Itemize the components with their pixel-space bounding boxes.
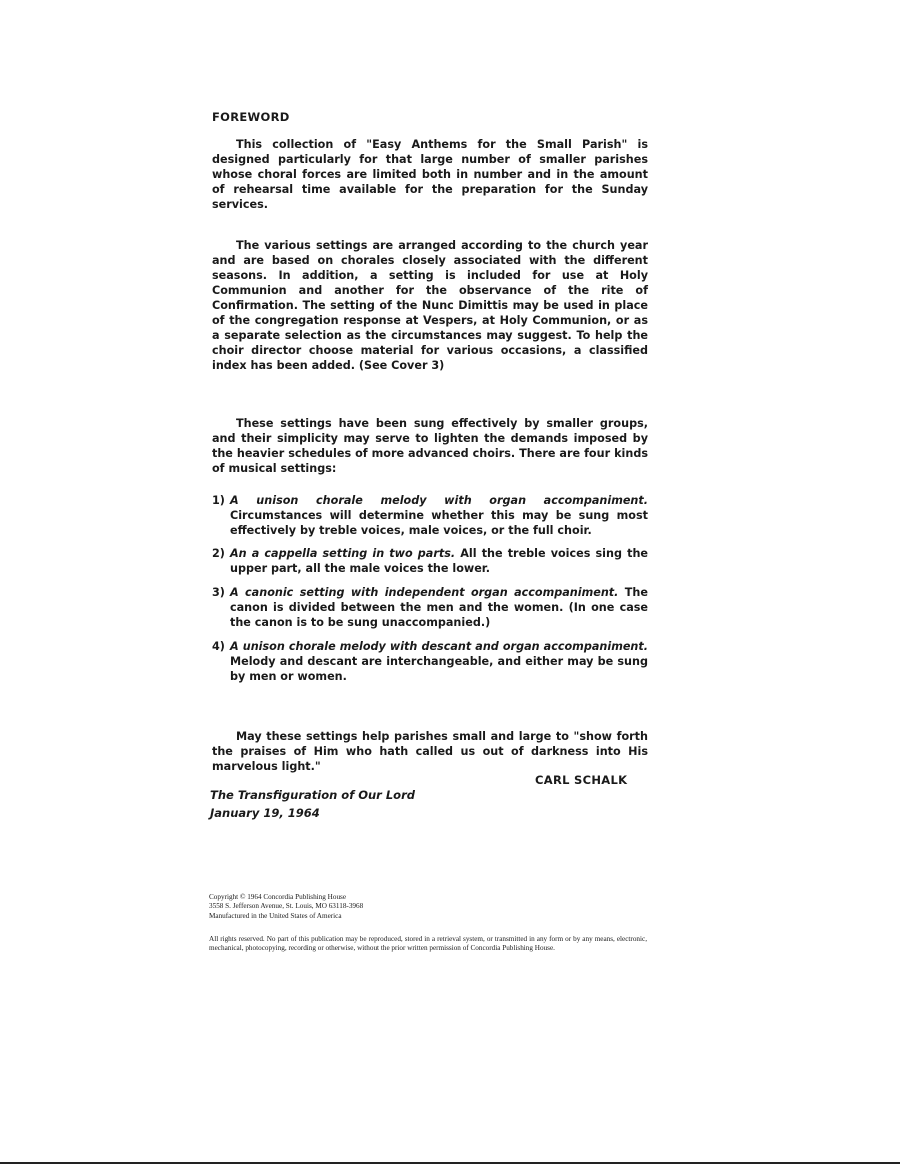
kinds-paragraph: These settings have been sung effectively by smaller groups, and their simplicity may serve to lighten the demands imposed by the heavier schedules of more advanced choirs. There are four kinds of musical settings: <box>212 417 648 475</box>
copyright-block <box>209 893 363 921</box>
settings-paragraph: The various settings are arranged according to the church year and are based on chorales closely associated with the different seasons. In addition, a setting is included for use at Holy Communion and another for the observance of the rite of Confirmation. The setting of the Nunc Dimittis may be used in place of the congregation response at Vespers, at Holy Communion, or as a separate selection as the circumstances may suggest. To help the choir director choose material for various occasions, a classified index has been added. (See Cover 3) <box>212 239 648 372</box>
author-signature: CARL SCHALK <box>535 773 628 787</box>
dateline-date: January 19, 1964 <box>210 806 320 820</box>
list-item-title: A unison chorale melody with descant and organ accompaniment. <box>230 640 648 653</box>
publisher-address: 3558 S. Jefferson Avenue, St. Louis, MO 63118-3968 <box>209 902 364 911</box>
list-item-text: Melody and descant are interchangeable, and either may be sung by men or women. <box>230 655 648 683</box>
rights-notice: All rights reserved. No part of this publication may be reproduced, stored in a retrieval system, or transmitted in any form or by any means, electronic, mechanical, photocopying, recording or otherwise, without the prior written permission of Concordia Publishing House. <box>209 935 647 953</box>
manufacture-line: Manufactured in the United States of America <box>209 911 342 920</box>
list-item-text: The canon is divided between the men and the women. (In one case the canon is to be sung unaccompanied.) <box>230 586 648 629</box>
list-item-number: 4) <box>212 640 225 653</box>
intro-paragraph: This collection of "Easy Anthems for the Small Parish" is designed particularly for that large number of smaller parishes whose choral forces are limited both in number and in the amount of rehearsal time available for the preparation for the Sunday services. <box>212 138 648 211</box>
list-item-title: An a cappella setting in two parts. <box>230 547 456 560</box>
list-item <box>212 546 648 576</box>
copyright-line: Copyright © 1964 Concordia Publishing House <box>209 893 347 901</box>
list-item-text: All the treble voices sing the upper part, all the male voices the lower. <box>230 547 648 575</box>
list-item-title: A unison chorale melody with organ accompaniment. <box>230 494 648 507</box>
list-item <box>212 493 648 538</box>
list-item-title: A canonic setting with independent organ accompaniment. <box>230 586 619 599</box>
list-item-number: 3) <box>212 586 225 599</box>
list-item <box>212 585 648 630</box>
list-item-number: 2) <box>212 547 225 560</box>
list-item-text: Circumstances will determine whether this may be sung most effectively by treble voices, male voices, or the full choir. <box>230 509 648 537</box>
list-item <box>212 639 648 684</box>
dateline-occasion: The Transfiguration of Our Lord <box>210 788 415 802</box>
list-item-number: 1) <box>212 494 225 507</box>
closing-paragraph: May these settings help parishes small and large to "show forth the praises of Him who hath called us out of darkness into His marvelous light." <box>212 730 648 773</box>
foreword-heading: FOREWORD <box>212 110 290 124</box>
